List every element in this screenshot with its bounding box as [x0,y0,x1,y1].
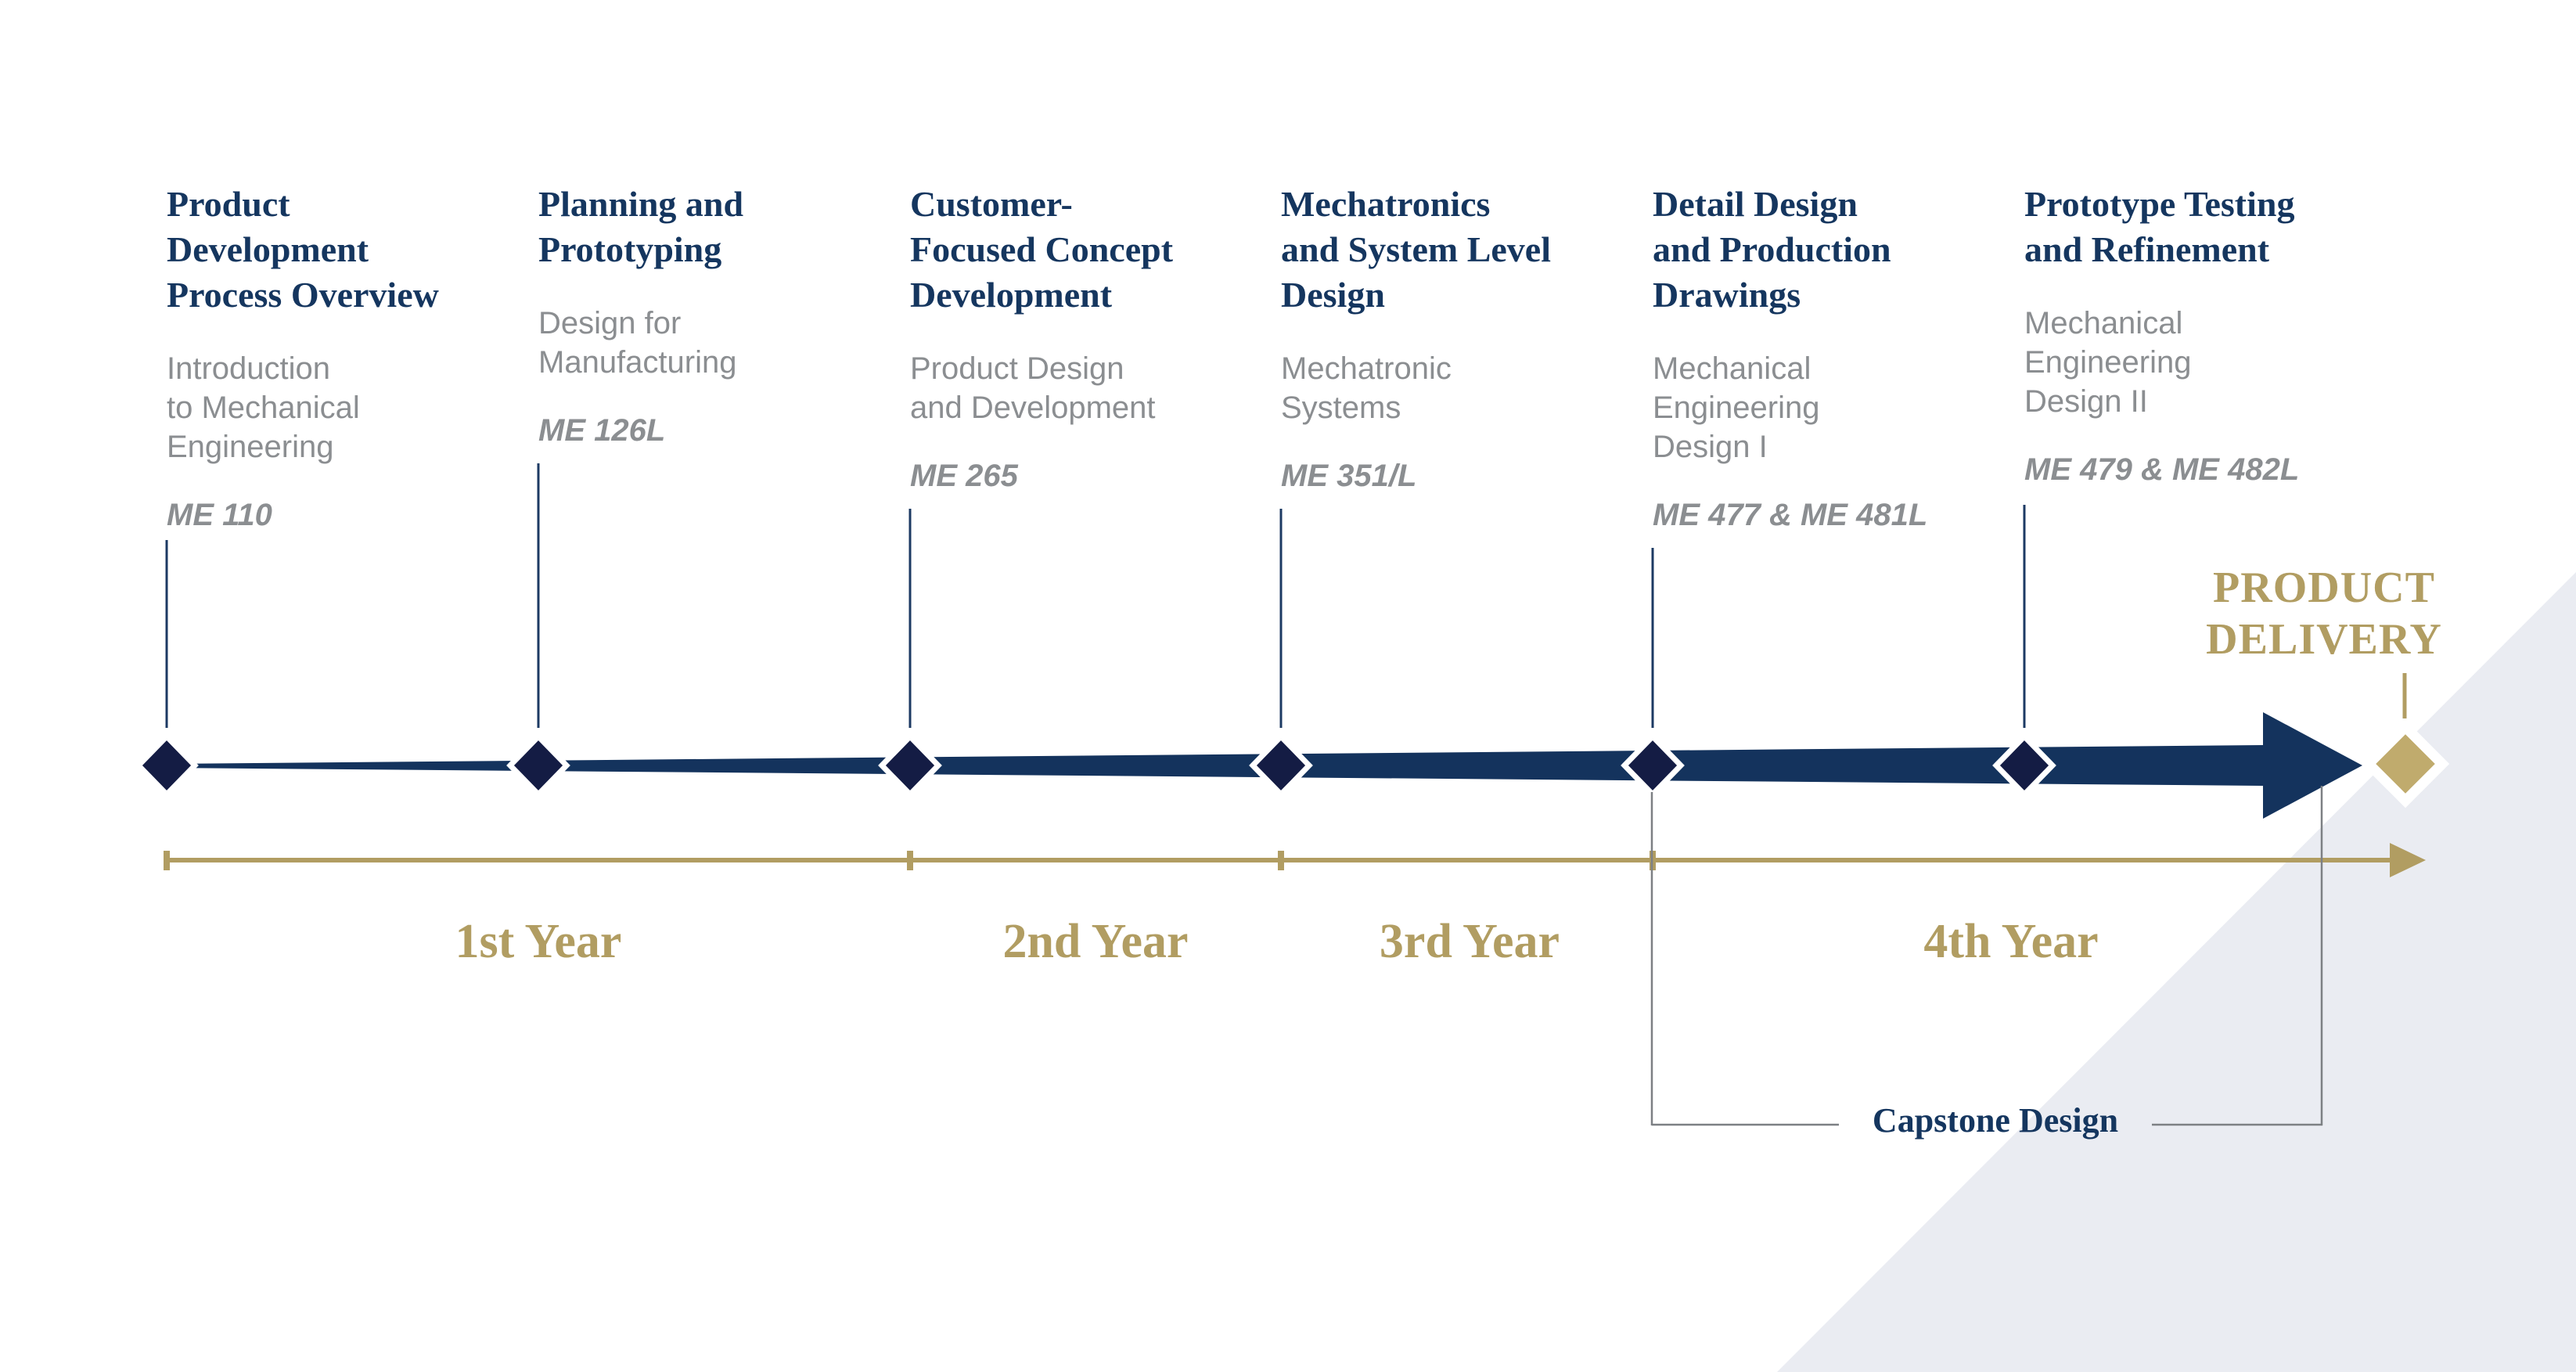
heading-line: Product [167,184,290,224]
year-label-2: 2nd Year [1002,915,1189,968]
heading-line: Customer- [910,184,1073,224]
subtitle-line: to Mechanical [167,391,360,425]
heading-line: Drawings [1653,275,1801,315]
heading-line: Focused Concept [910,229,1174,269]
milestone-heading [1281,182,1649,318]
milestone-heading [910,182,1278,318]
milestone-diamond [1253,736,1309,794]
milestone-diamond [139,736,195,794]
milestone-block-3 [910,182,1278,495]
subtitle-line: Design for [538,306,682,340]
subtitle-line: Engineering [167,430,334,464]
heading-line: Development [167,229,369,269]
milestone-block-2 [538,182,906,449]
subtitle-line: Design I [1653,430,1768,464]
milestone-diamond [1624,736,1681,794]
product-delivery-line: PRODUCT [2213,564,2435,612]
course-code: ME 479 & ME 482L [2024,452,2300,487]
year-label-3: 3rd Year [1379,915,1560,968]
heading-line: Development [910,275,1113,315]
milestone-block-6 [2024,182,2392,488]
subtitle-line: and Development [910,391,1156,425]
subtitle-line: Product Design [910,351,1124,386]
milestone-diamond [882,736,938,794]
course-code: ME 110 [167,498,272,532]
heading-line: and Refinement [2024,229,2270,269]
milestone-block-4 [1281,182,1649,495]
milestone-subtitle [167,349,534,466]
heading-line: Design [1281,275,1385,315]
heading-line: Prototyping [538,229,722,269]
milestone-block-5 [1653,182,2020,534]
milestone-heading [2024,182,2392,272]
milestone-block-1 [167,182,534,534]
course-code: ME 351/L [1281,459,1417,493]
year-label-4: 4th Year [1923,915,2099,968]
year-label-1: 1st Year [455,915,622,968]
heading-line: and Production [1653,229,1891,269]
heading-line: Mechatronics [1281,184,1491,224]
heading-line: Prototype Testing [2024,184,2295,224]
heading-line: Detail Design [1653,184,1858,224]
milestone-subtitle [1281,349,1649,427]
milestone-heading [167,182,534,318]
heading-line: and System Level [1281,229,1551,269]
year-axis-tick [907,851,913,870]
milestone-heading [1653,182,2020,318]
milestone-heading [538,182,906,272]
milestone-subtitle [2024,304,2392,421]
subtitle-line: Engineering [2024,345,2192,380]
product-delivery-label [2183,562,2465,665]
corner-triangle-background [1777,572,2576,1372]
heading-line: Process Overview [167,275,439,315]
year-axis-tick [1278,851,1284,870]
subtitle-line: Design II [2024,384,2148,419]
milestone-subtitle [538,304,906,382]
course-code: ME 477 & ME 481L [1653,498,1928,532]
milestone-diamond [1996,736,2053,794]
subtitle-line: Systems [1281,391,1401,425]
course-code: ME 265 [910,459,1018,493]
subtitle-line: Manufacturing [538,345,737,380]
milestone-diamond [510,736,567,794]
year-axis-tick [164,851,170,870]
course-code: ME 126L [538,413,666,448]
product-delivery-line: DELIVERY [2206,615,2442,664]
milestone-subtitle [910,349,1278,427]
subtitle-line: Mechatronic [1281,351,1452,386]
subtitle-line: Mechanical [1653,351,1811,386]
heading-line: Planning and [538,184,744,224]
subtitle-line: Mechanical [2024,306,2183,340]
subtitle-line: Introduction [167,351,331,386]
subtitle-line: Engineering [1653,391,1820,425]
capstone-design-label: Capstone Design [1872,1101,2119,1140]
milestone-subtitle [1653,349,2020,466]
